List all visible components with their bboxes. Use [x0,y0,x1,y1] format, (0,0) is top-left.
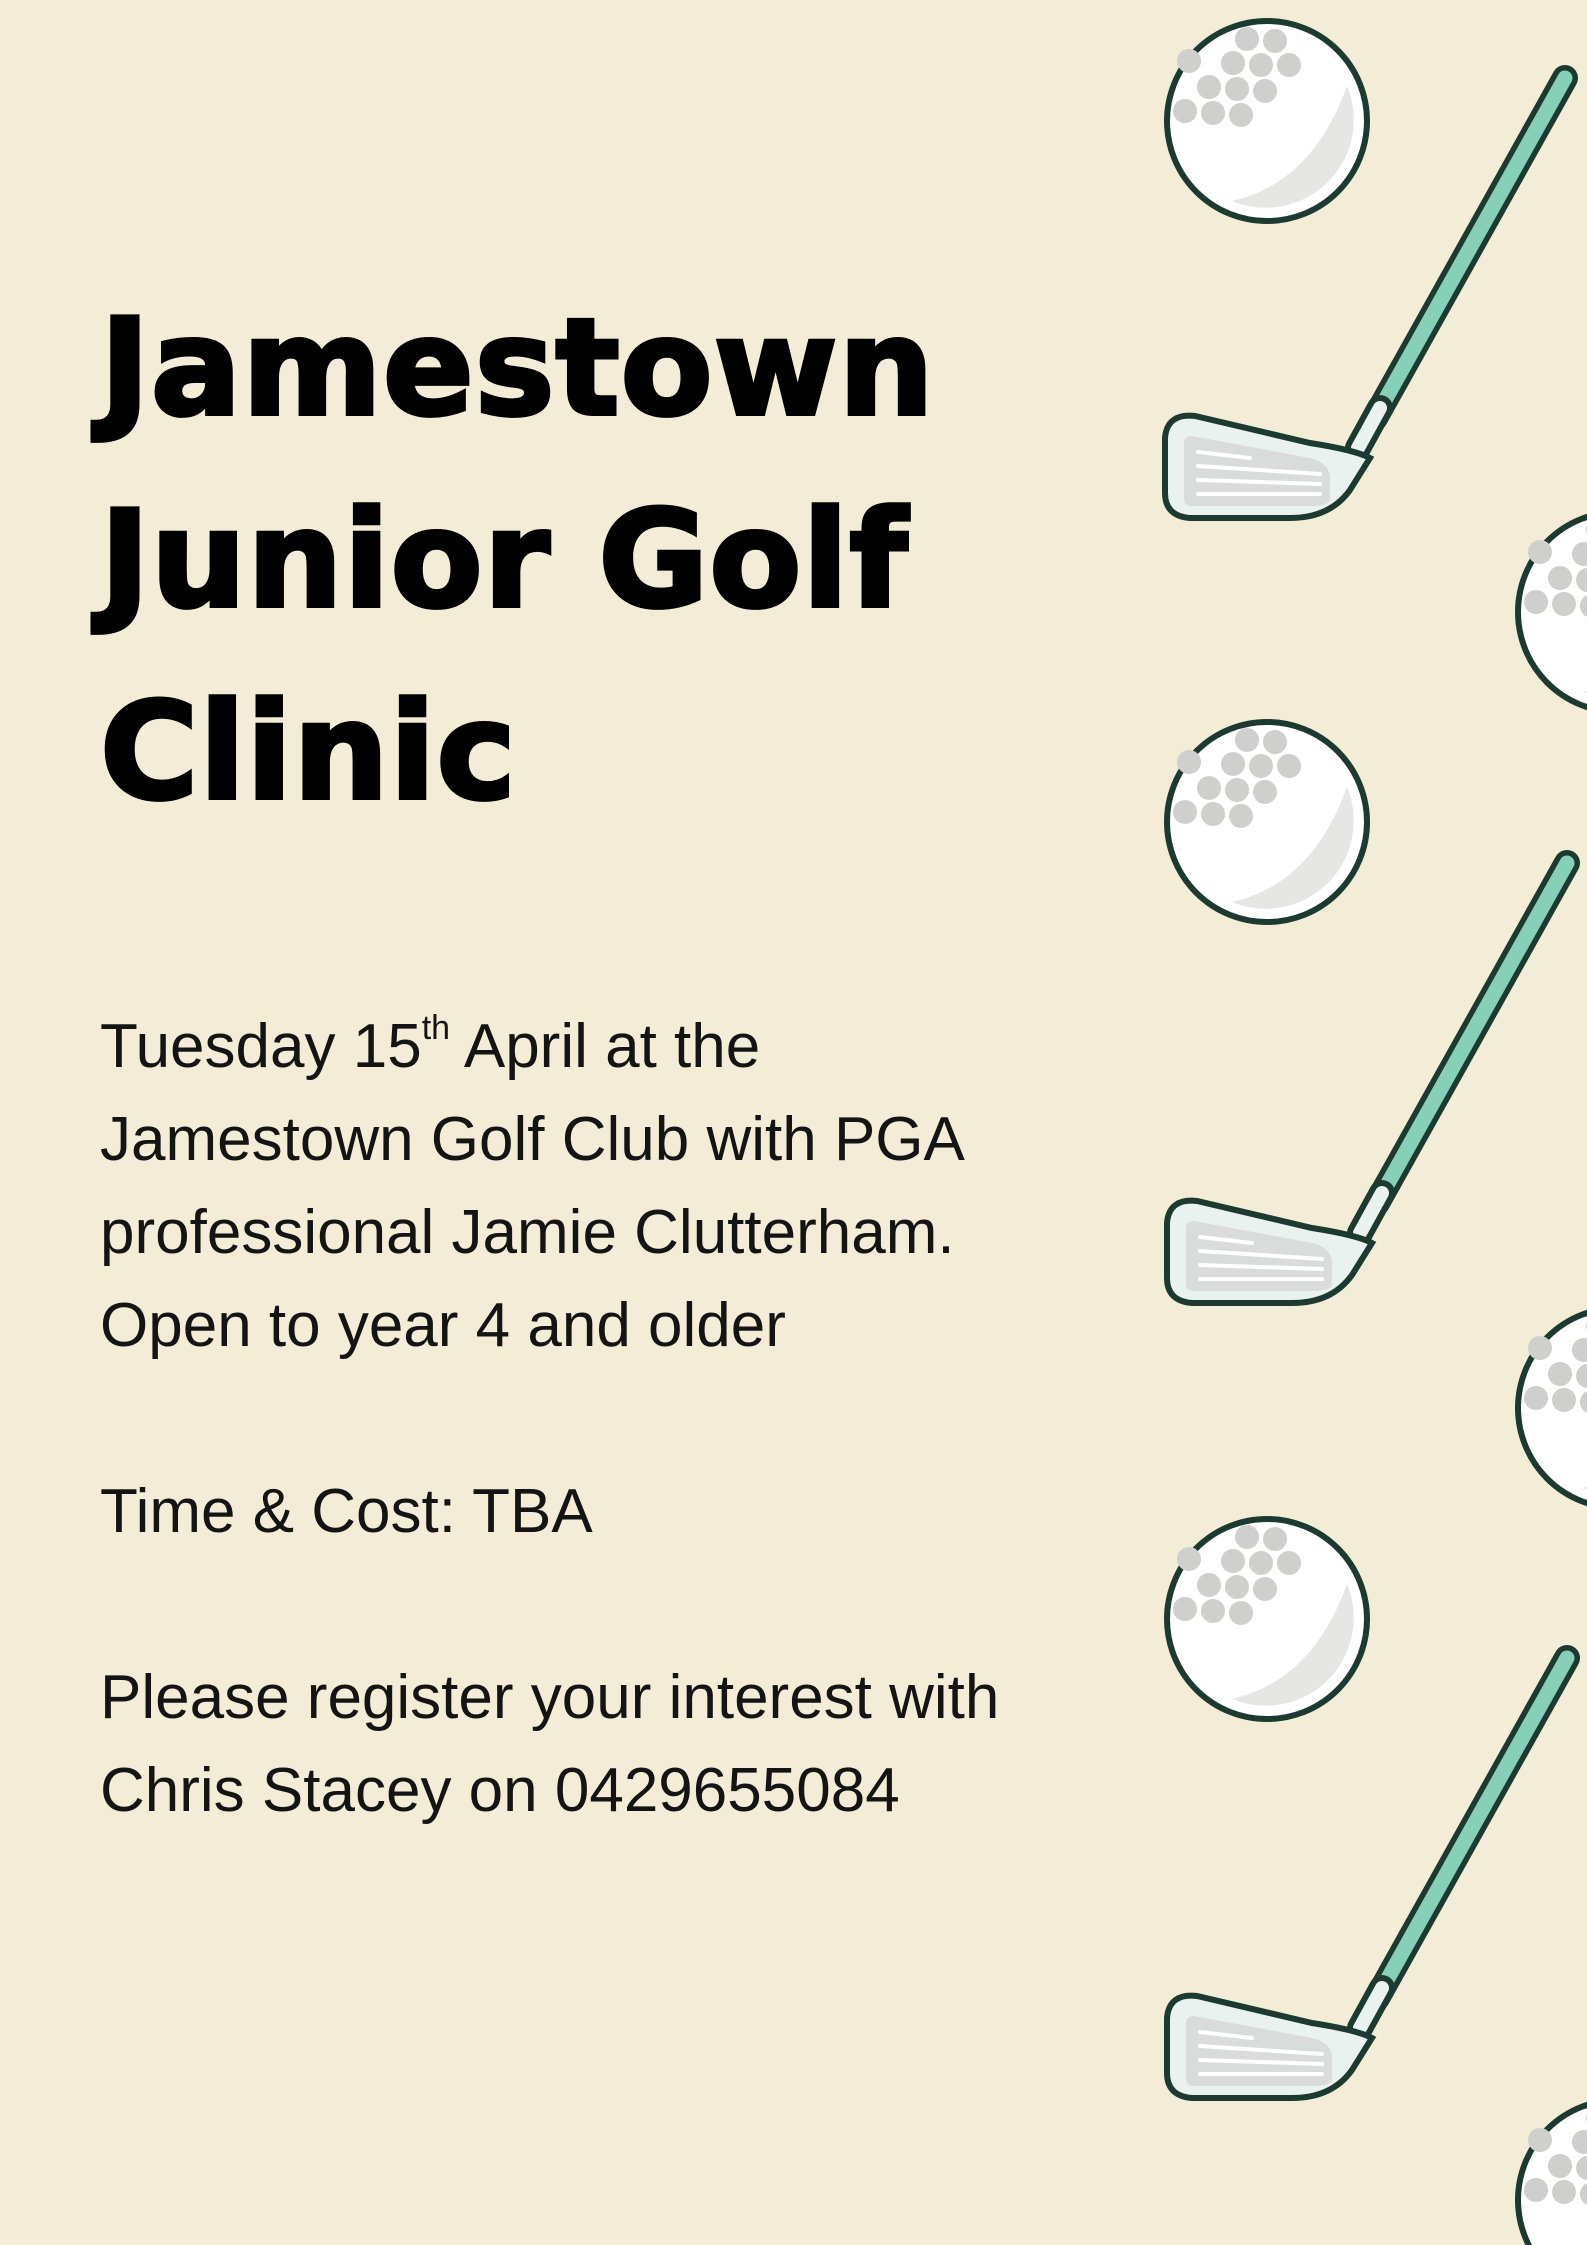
golf-ball-icon [1518,512,1587,712]
eligibility-line: Open to year 4 and older [100,1291,786,1360]
event-date-venue-text: April at the [450,1012,761,1081]
title-line: Junior Golf [100,482,909,638]
golf-ball-icon [1518,2100,1587,2245]
event-date-text: Tuesday 15 [100,1012,422,1081]
spacer [100,1372,1100,1465]
event-pro-line: professional Jamie Clutterham. [100,1198,955,1267]
golf-club-icon [1167,863,1567,1303]
golf-ball-icon [1167,21,1367,221]
golf-ball-icon [1167,1519,1367,1719]
golf-ball-icon [1518,1308,1587,1508]
title-line: Clinic [100,674,517,830]
time-cost-line: Time & Cost: TBA [100,1477,593,1546]
date-ordinal-suffix: th [421,1009,451,1048]
page-title [100,272,1100,848]
event-details [100,1000,1100,1837]
contact-phone-line: Chris Stacey on 0429655084 [100,1756,900,1825]
event-date-line [100,1000,1100,1093]
golf-ball-icon [1167,722,1367,922]
golf-club-icon [1167,1658,1567,2098]
register-line: Please register your interest with [100,1663,1000,1732]
event-venue-line: Jamestown Golf Club with PGA [100,1105,965,1174]
title-line: Jamestown [100,290,935,446]
spacer [100,1558,1100,1651]
